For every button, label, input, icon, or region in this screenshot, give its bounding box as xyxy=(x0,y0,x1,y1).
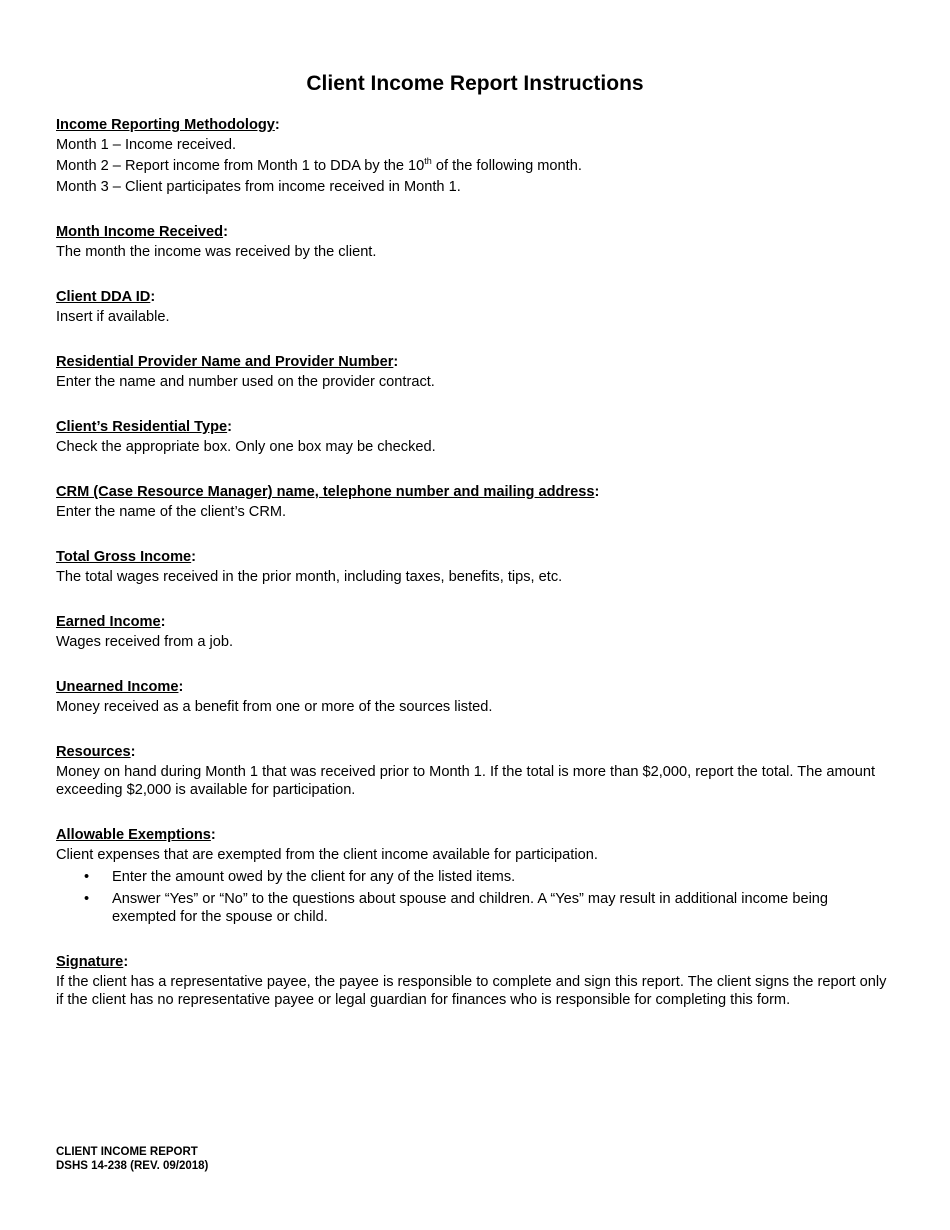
bullet-icon: • xyxy=(84,869,90,885)
exemptions-list xyxy=(56,868,888,926)
footer-form-number: DSHS 14-238 (REV. 09/2018) xyxy=(56,1160,209,1172)
section-resources xyxy=(56,743,888,799)
heading-colon: : xyxy=(191,549,197,565)
list-item-text: Answer “Yes” or “No” to the questions about spouse and children. A “Yes” may result in additional income being exempted for the spouse or child. xyxy=(112,891,829,925)
section-text: The total wages received in the prior month, including taxes, benefits, tips, etc. xyxy=(56,569,563,585)
section-heading-text: Unearned Income xyxy=(56,679,179,695)
section-text: Money on hand during Month 1 that was received prior to Month 1. If the total is more than $2,000, report the total. The amount exceeding $2,000 is available for participation. xyxy=(56,764,876,798)
section-residential-provider xyxy=(56,353,888,391)
bullet-icon: • xyxy=(84,891,90,907)
section-earned-income xyxy=(56,613,888,651)
section-crm xyxy=(56,483,888,521)
list-item xyxy=(56,890,888,926)
section-heading-text: CRM (Case Resource Manager) name, telephone number and mailing address xyxy=(56,484,595,500)
footer-form-name: CLIENT INCOME REPORT xyxy=(56,1146,198,1158)
heading-colon: : xyxy=(210,827,216,843)
section-heading-text: Total Gross Income xyxy=(56,549,192,565)
section-heading xyxy=(56,826,888,844)
section-total-gross-income xyxy=(56,548,888,586)
section-unearned-income xyxy=(56,678,888,716)
section-heading-text: Client DDA ID xyxy=(56,289,151,305)
section-client-dda-id xyxy=(56,288,888,326)
section-heading-text: Signature xyxy=(56,954,124,970)
section-heading-text: Earned Income xyxy=(56,614,161,630)
section-heading xyxy=(56,418,888,436)
methodology-line-month-2-text: Month 2 – Report income from Month 1 to DDA by the 10 xyxy=(56,158,425,174)
section-income-reporting-methodology xyxy=(56,116,888,196)
heading-colon: : xyxy=(393,354,399,370)
section-text: Client expenses that are exempted from the client income available for participation. xyxy=(56,847,598,863)
section-text: Insert if available. xyxy=(56,309,170,325)
heading-colon: : xyxy=(150,289,156,305)
section-text: Money received as a benefit from one or more of the sources listed. xyxy=(56,699,493,715)
section-text: Enter the name and number used on the provider contract. xyxy=(56,374,435,390)
section-heading xyxy=(56,288,888,306)
section-heading-text: Month Income Received xyxy=(56,224,224,240)
section-month-income-received xyxy=(56,223,888,261)
section-text: If the client has a representative payee, the payee is responsible to complete and sign this report. The client signs the report only if the client has no representative payee or legal guardian for finances who is responsible for completing this form. xyxy=(56,974,887,1008)
heading-colon: : xyxy=(274,117,280,133)
list-item-text: Enter the amount owed by the client for any of the listed items. xyxy=(112,869,516,885)
section-text: Wages received from a job. xyxy=(56,634,234,650)
section-heading xyxy=(56,116,888,134)
instructions-body xyxy=(56,116,888,1036)
section-heading-text: Residential Provider Name and Provider Number xyxy=(56,354,394,370)
ordinal-superscript: th xyxy=(424,156,432,166)
section-signature xyxy=(56,953,888,1009)
section-heading-text: Client’s Residential Type xyxy=(56,419,228,435)
section-heading-text: Income Reporting Methodology xyxy=(56,117,275,133)
section-text: Enter the name of the client’s CRM. xyxy=(56,504,287,520)
heading-colon: : xyxy=(130,744,136,760)
heading-colon: : xyxy=(178,679,184,695)
section-heading xyxy=(56,548,888,566)
form-footer xyxy=(56,1145,208,1173)
section-heading xyxy=(56,353,888,371)
methodology-line-month-2-tail: of the following month. xyxy=(431,158,582,174)
heading-colon: : xyxy=(160,614,166,630)
heading-colon: : xyxy=(594,484,600,500)
section-heading xyxy=(56,613,888,631)
heading-colon: : xyxy=(223,224,228,240)
section-text: Check the appropriate box. Only one box may be checked. xyxy=(56,439,436,455)
section-heading xyxy=(56,483,888,501)
section-heading xyxy=(56,953,888,971)
section-heading-text: Allowable Exemptions xyxy=(56,827,211,843)
list-item xyxy=(56,868,888,886)
page-title: Client Income Report Instructions xyxy=(306,72,644,95)
section-heading-text: Resources xyxy=(56,744,131,760)
section-allowable-exemptions xyxy=(56,826,888,926)
section-heading xyxy=(56,223,888,241)
section-heading xyxy=(56,678,888,696)
methodology-line-month-3: Month 3 – Client participates from income received in Month 1. xyxy=(56,179,461,195)
section-text: The month the income was received by the client. xyxy=(56,244,377,260)
heading-colon: : xyxy=(123,954,129,970)
section-heading xyxy=(56,743,888,761)
methodology-line-month-2 xyxy=(56,157,888,175)
section-residential-type xyxy=(56,418,888,456)
heading-colon: : xyxy=(227,419,232,435)
methodology-line-month-1: Month 1 – Income received. xyxy=(56,137,237,153)
